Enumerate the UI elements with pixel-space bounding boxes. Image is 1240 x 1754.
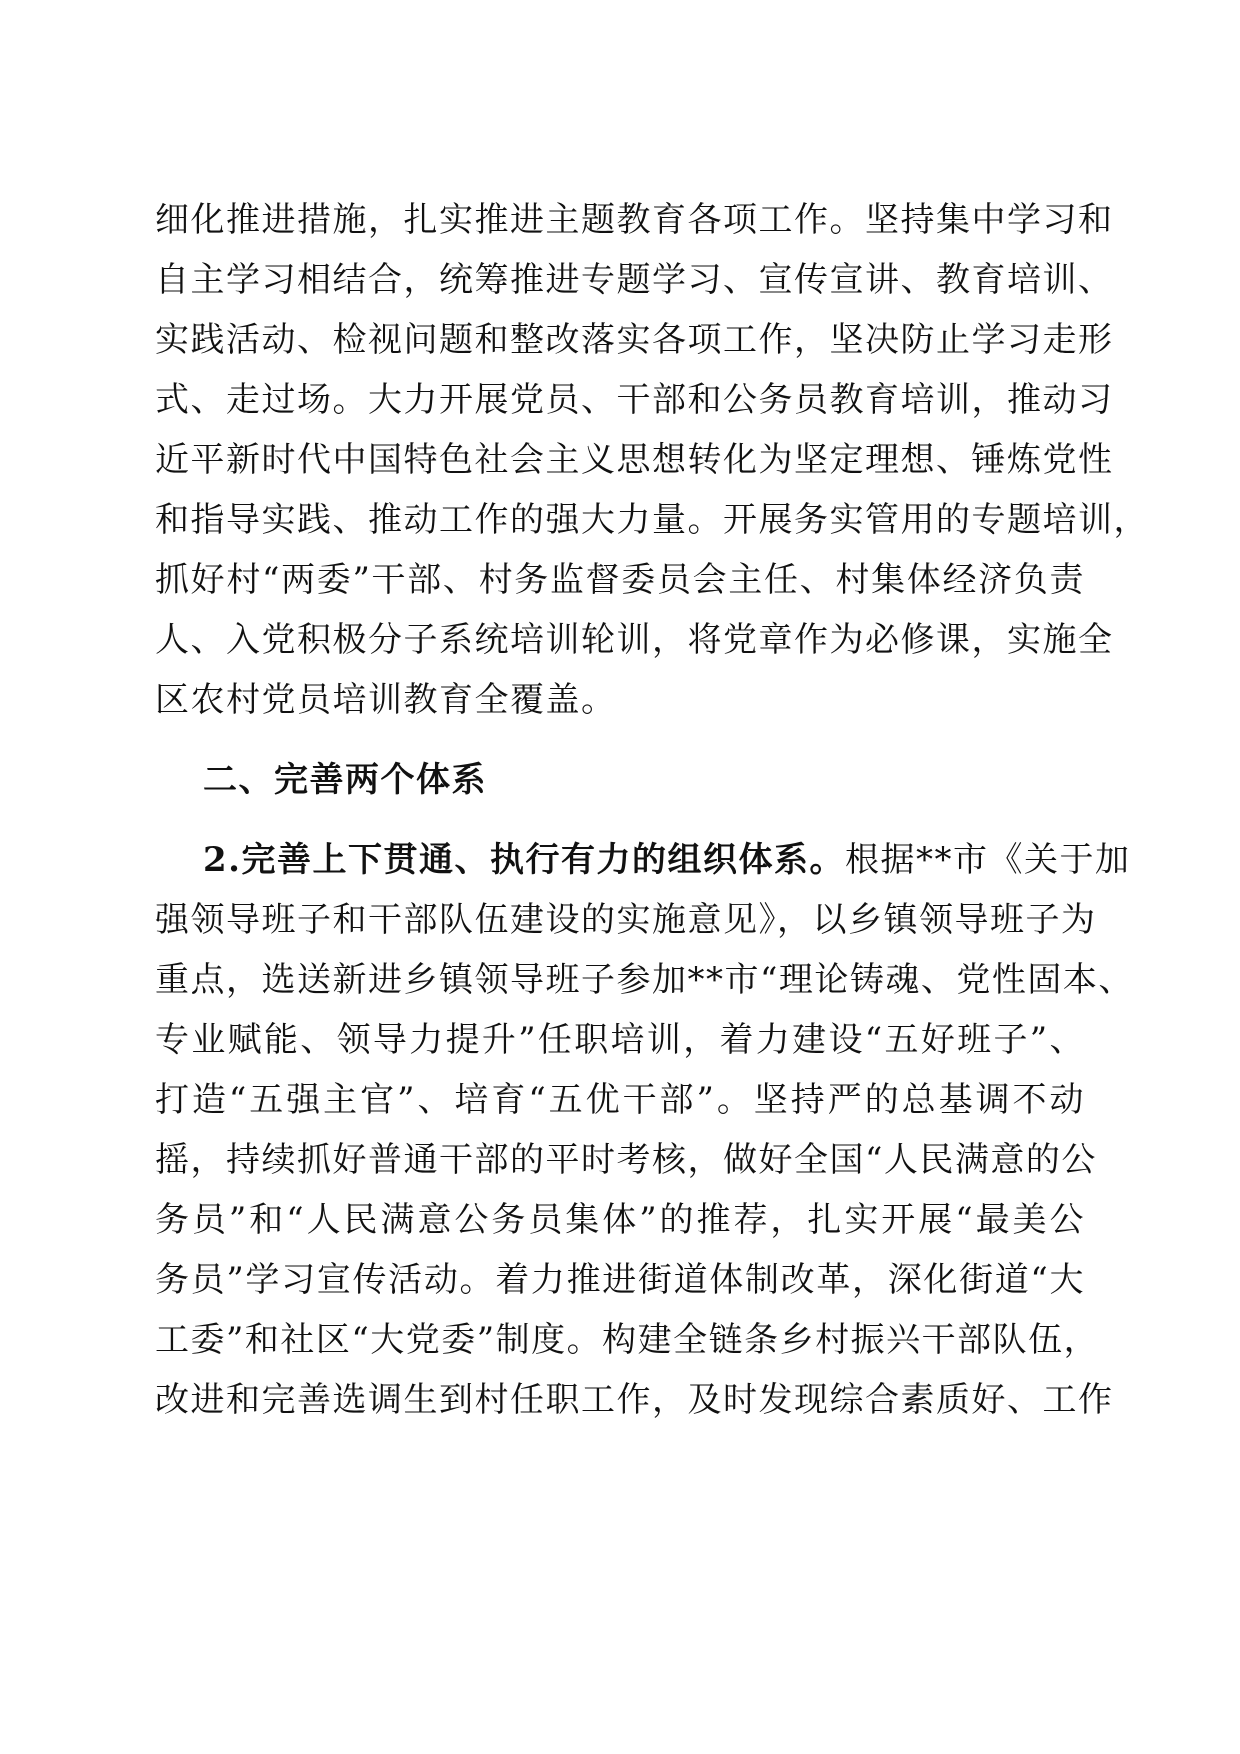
paragraph-line: 抓好村“两委”干部、村务监督委员会主任、村集体经济负责 (155, 560, 1085, 600)
paragraph-line: 和指导实践、推动工作的强大力量。开展务实管用的专题培训， (155, 500, 1149, 540)
paragraph-line: 细化推进措施，扎实推进主题教育各项工作。坚持集中学习和 (155, 200, 1114, 240)
paragraph-line: 强领导班子和干部队伍建设的实施意见》，以乡镇领导班子为 (155, 900, 1097, 940)
paragraph-lead-title: 2.完善上下贯通、执行有力的组织体系。 (203, 840, 845, 880)
paragraph-line: 改进和完善选调生到村任职工作，及时发现综合素质好、工作 (155, 1380, 1114, 1420)
paragraph-line: 务员”学习宣传活动。着力推进街道体制改革，深化街道“大 (155, 1260, 1085, 1300)
paragraph-line: 实践活动、检视问题和整改落实各项工作，坚决防止学习走形 (155, 320, 1114, 360)
paragraph-lead-rest: 根据**市《关于加 (845, 840, 1131, 880)
paragraph-line: 摇，持续抓好普通干部的平时考核，做好全国“人民满意的公 (155, 1140, 1097, 1180)
paragraph-line: 区农村党员培训教育全覆盖。 (155, 680, 617, 720)
paragraph-line: 务员”和“人民满意公务员集体”的推荐，扎实开展“最美公 (155, 1200, 1085, 1240)
paragraph-line: 式、走过场。大力开展党员、干部和公务员教育培训，推动习 (155, 380, 1114, 420)
paragraph-line: 人、入党积极分子系统培训轮训，将党章作为必修课，实施全 (155, 620, 1114, 660)
paragraph-line: 重点，选送新进乡镇领导班子参加**市“理论铸魂、党性固本、 (155, 960, 1134, 1000)
paragraph-line: 专业赋能、领导力提升”任职培训，着力建设“五好班子”、 (155, 1020, 1085, 1060)
section-heading: 二、完善两个体系 (203, 760, 487, 800)
paragraph-line: 工委”和社区“大党委”制度。构建全链条乡村振兴干部队伍， (155, 1320, 1100, 1360)
paragraph-first-line (203, 840, 1131, 880)
paragraph-line: 打造“五强主官”、培育“五优干部”。坚持严的总基调不动 (155, 1080, 1085, 1120)
paragraph-line: 近平新时代中国特色社会主义思想转化为坚定理想、锤炼党性 (155, 440, 1114, 480)
paragraph-line: 自主学习相结合，统筹推进专题学习、宣传宣讲、教育培训、 (155, 260, 1114, 300)
